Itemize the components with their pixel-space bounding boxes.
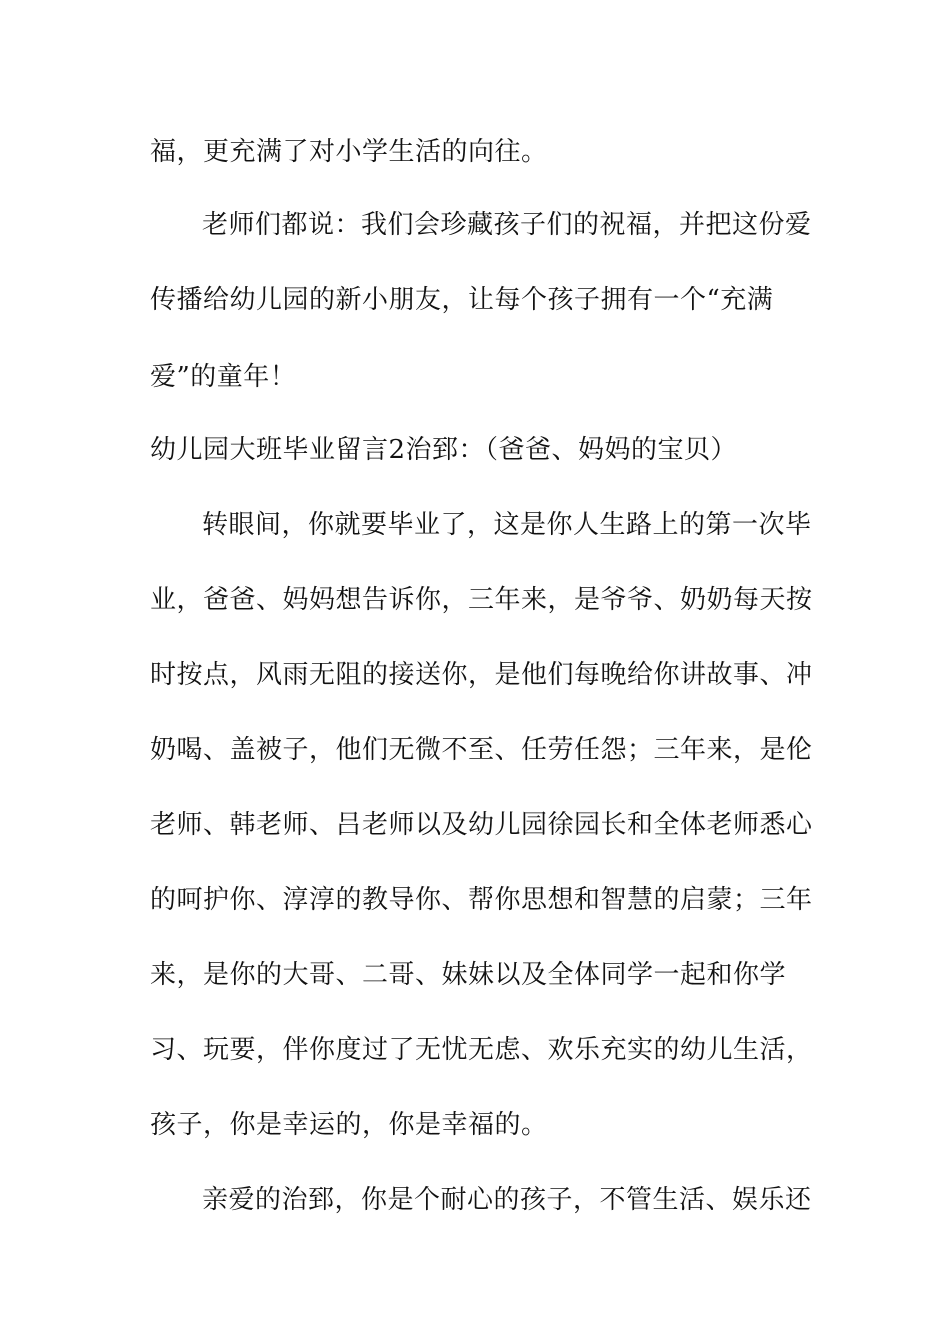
text-line-8: 时按点，风雨无阻的接送你，是他们每晚给你讲故事、冲	[150, 660, 813, 690]
text-line-15: 亲爱的治郅，你是个耐心的孩子，不管生活、娱乐还	[202, 1185, 812, 1215]
text-line-2: 老师们都说：我们会珍藏孩子们的祝福，并把这份爱	[202, 210, 812, 240]
section-heading: 幼儿园大班毕业留言2治郅：（爸爸、妈妈的宝贝）	[150, 435, 738, 465]
text-line-7: 业，爸爸、妈妈想告诉你，三年来，是爷爷、奶奶每天按	[150, 585, 813, 615]
text-line-6: 转眼间，你就要毕业了，这是你人生路上的第一次毕	[202, 510, 812, 540]
text-line-1: 福，更充满了对小学生活的向往。	[150, 137, 548, 167]
text-line-10: 老师、韩老师、吕老师以及幼儿园徐园长和全体老师悉心	[150, 810, 813, 840]
text-line-11: 的呵护你、淳淳的教导你、帮你思想和智慧的启蒙；三年	[150, 885, 813, 915]
text-line-13: 习、玩要，伴你度过了无忧无虑、欢乐充实的幼儿生活，	[150, 1035, 813, 1065]
text-line-9: 奶喝、盖被子，他们无微不至、任劳任怨；三年来，是伦	[150, 735, 813, 765]
text-line-3: 传播给幼儿园的新小朋友，让每个孩子拥有一个“充满	[150, 285, 774, 315]
text-line-14: 孩子，你是幸运的，你是幸福的。	[150, 1110, 548, 1140]
text-line-12: 来，是你的大哥、二哥、妹妹以及全体同学一起和你学	[150, 960, 787, 990]
text-line-4: 爱”的童年！	[150, 362, 297, 392]
